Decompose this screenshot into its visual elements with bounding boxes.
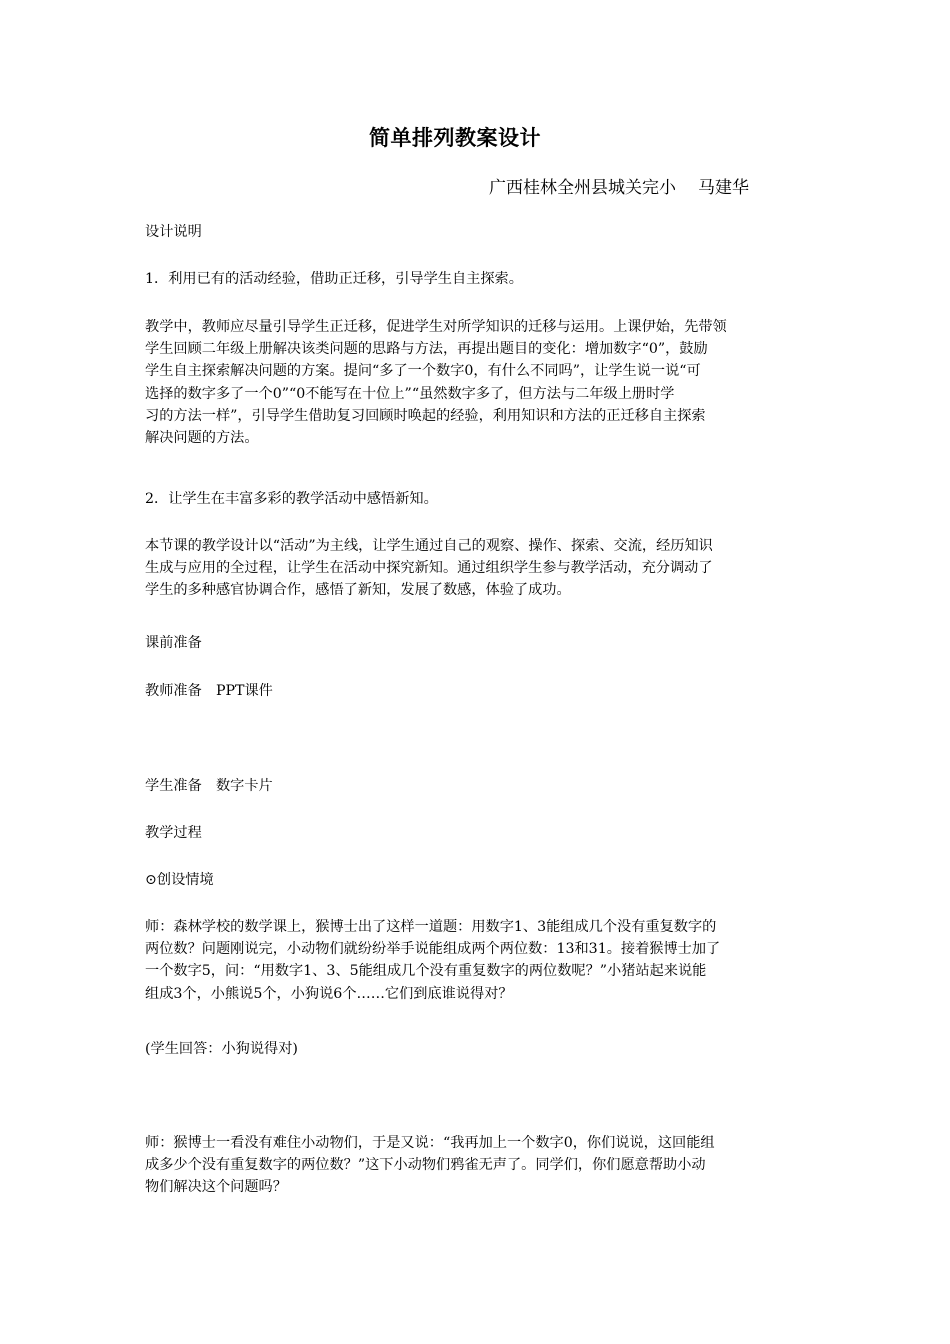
paragraph-3 — [145, 916, 810, 1005]
author-name: 马建华 — [698, 178, 749, 198]
paragraph-line: 习的方法一样”，引导学生借助复习回顾时唤起的经验，利用知识和方法的正迁移自主探索 — [145, 407, 706, 424]
paragraph-line: 教学中，教师应尽量引导学生正迁移，促进学生对所学知识的迁移与运用。上课伊始，先带领 — [145, 319, 727, 335]
student-answer: (学生回答：小狗说得对) — [145, 1041, 298, 1057]
paragraph-line: 师：森林学校的数学课上，猴博士出了这样一道题：用数字1、3能组成几个没有重复数字的 — [145, 919, 717, 935]
paragraph-line: 生成与应用的全过程，让学生在活动中探究新知。通过组织学生参与教学活动，充分调动了 — [145, 560, 713, 577]
paragraph-line: 学生回顾二年级上册解决该类问题的思路与方法，再提出题目的变化：增加数字“0”，鼓励 — [145, 341, 708, 358]
paragraph-line: 物们解决这个问题吗？ — [145, 1179, 287, 1196]
paragraph-2 — [145, 535, 810, 602]
document-title: 简单排列教案设计 — [369, 126, 541, 150]
process-heading: 教学过程 — [145, 825, 202, 841]
paragraph-line: 选择的数字多了一个0”“0不能写在十位上”“虽然数字多了，但方法与二年级上册时学 — [145, 385, 675, 402]
paragraph-line: 师：猴博士一看没有难住小动物们，于是又说：“我再加上一个数字0，你们说说，这回能组 — [145, 1135, 715, 1151]
point-2: 2．让学生在丰富多彩的教学活动中感悟新知。 — [145, 491, 438, 507]
paragraph-1 — [145, 316, 810, 449]
teacher-prep: 教师准备 PPT课件 — [145, 683, 273, 699]
prep-heading: 课前准备 — [145, 635, 202, 651]
design-notes-heading: 设计说明 — [145, 224, 202, 240]
scenario-heading: ⊙创设情境 — [145, 872, 214, 888]
paragraph-line: 学生自主探索解决问题的方案。提问“多了一个数字0，有什么不同吗”，让学生说一说“可 — [145, 363, 701, 380]
paragraph-line: 学生的多种感官协调合作，感悟了新知，发展了数感，体验了成功。 — [145, 582, 571, 599]
student-prep: 学生准备 数字卡片 — [145, 778, 273, 794]
author-line — [489, 173, 749, 198]
point-1: 1．利用已有的活动经验，借助正迁移，引导学生自主探索。 — [145, 271, 523, 287]
paragraph-line: 两位数？问题刚说完，小动物们就纷纷举手说能组成两个两位数：13和31。接着猴博士加了 — [145, 941, 721, 958]
paragraph-line: 解决问题的方法。 — [145, 430, 259, 447]
paragraph-line: 组成3个，小熊说5个，小狗说6个……它们到底谁说得对？ — [145, 985, 513, 1002]
paragraph-4 — [145, 1132, 810, 1199]
author-school: 广西桂林全州县城关完小 — [489, 178, 676, 198]
paragraph-line: 一个数字5，问：“用数字1、3、5能组成几个没有重复数字的两位数呢？”小猪站起来说能 — [145, 963, 707, 980]
paragraph-line: 成多少个没有重复数字的两位数？”这下小动物们鸦雀无声了。同学们，你们愿意帮助小动 — [145, 1157, 706, 1174]
paragraph-line: 本节课的教学设计以“活动”为主线，让学生通过自己的观察、操作、探索、交流，经历知识 — [145, 538, 713, 554]
